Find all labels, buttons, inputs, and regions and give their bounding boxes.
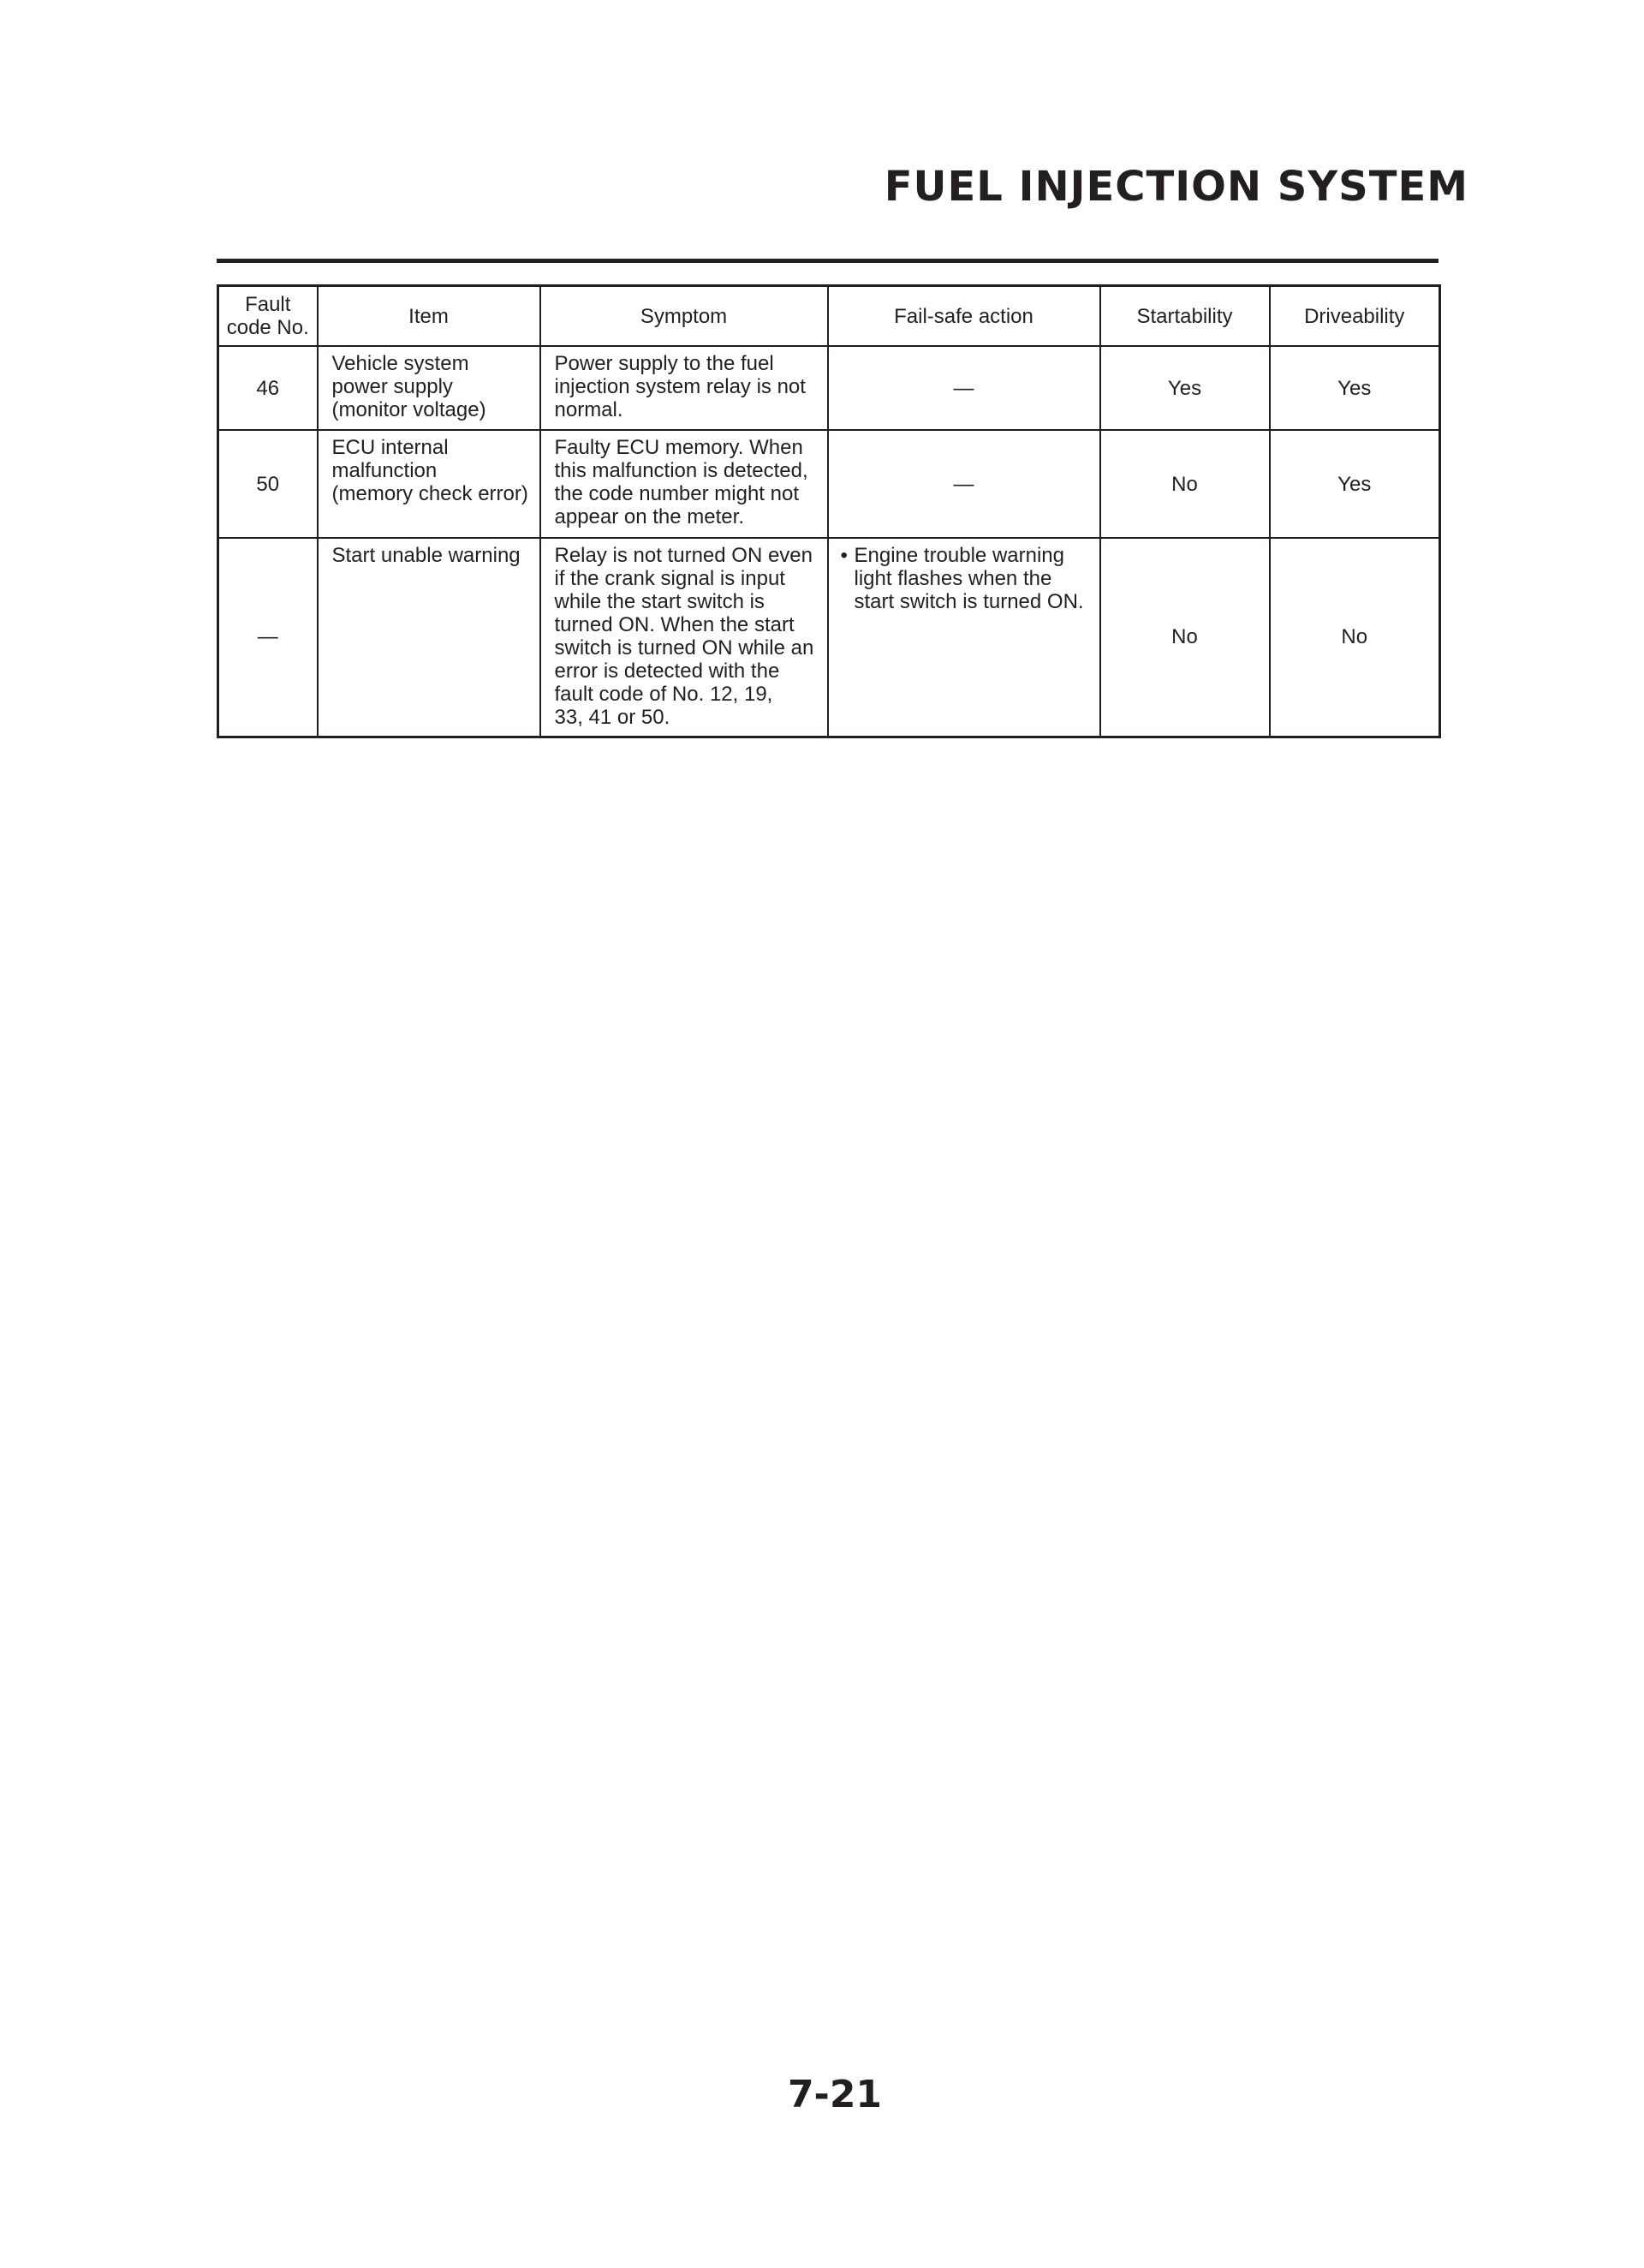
cell-item: ECU internal malfunction (memory check error) bbox=[318, 430, 540, 538]
cell-driveability: Yes bbox=[1270, 430, 1440, 538]
cell-startability: No bbox=[1100, 430, 1270, 538]
cell-item: Start unable warning bbox=[318, 538, 540, 737]
header-rule bbox=[217, 259, 1438, 263]
header-fault-code: Fault code No. bbox=[218, 286, 318, 347]
table-header-row bbox=[218, 286, 1440, 347]
table-row bbox=[218, 346, 1440, 430]
header-item: Item bbox=[318, 286, 540, 347]
page-number: 7-21 bbox=[787, 2073, 883, 2116]
cell-driveability: No bbox=[1270, 538, 1440, 737]
cell-symptom: Relay is not turned ON even if the crank signal is input while the start switch is turned ON. When the start switch is turned ON while an error is detected with the fault code of No. 12, 19, 33, 41 or 50. bbox=[540, 538, 828, 737]
cell-fault-code: — bbox=[218, 538, 318, 737]
header-driveability: Driveability bbox=[1270, 286, 1440, 347]
cell-driveability: Yes bbox=[1270, 346, 1440, 430]
cell-startability: No bbox=[1100, 538, 1270, 737]
cell-fault-code: 46 bbox=[218, 346, 318, 430]
fault-code-table bbox=[217, 284, 1441, 738]
cell-symptom: Faulty ECU memory. When this malfunction is detected, the code number might not appear on the meter. bbox=[540, 430, 828, 538]
cell-item: Vehicle system power supply (monitor voltage) bbox=[318, 346, 540, 430]
header-fail-safe-action: Fail-safe action bbox=[828, 286, 1100, 347]
fail-safe-text: Engine trouble warning light flashes when the start switch is turned ON. bbox=[854, 544, 1084, 613]
cell-startability: Yes bbox=[1100, 346, 1270, 430]
table-row bbox=[218, 538, 1440, 737]
page-title: FUEL INJECTION SYSTEM bbox=[884, 163, 1468, 211]
bullet-mark: • bbox=[840, 544, 848, 567]
cell-fail-safe-action bbox=[828, 538, 1100, 737]
cell-symptom: Power supply to the fuel injection system relay is not normal. bbox=[540, 346, 828, 430]
table-row bbox=[218, 430, 1440, 538]
cell-fail-safe-action: — bbox=[828, 430, 1100, 538]
header-startability: Startability bbox=[1100, 286, 1270, 347]
cell-fail-safe-action: — bbox=[828, 346, 1100, 430]
cell-fault-code: 50 bbox=[218, 430, 318, 538]
header-symptom: Symptom bbox=[540, 286, 828, 347]
